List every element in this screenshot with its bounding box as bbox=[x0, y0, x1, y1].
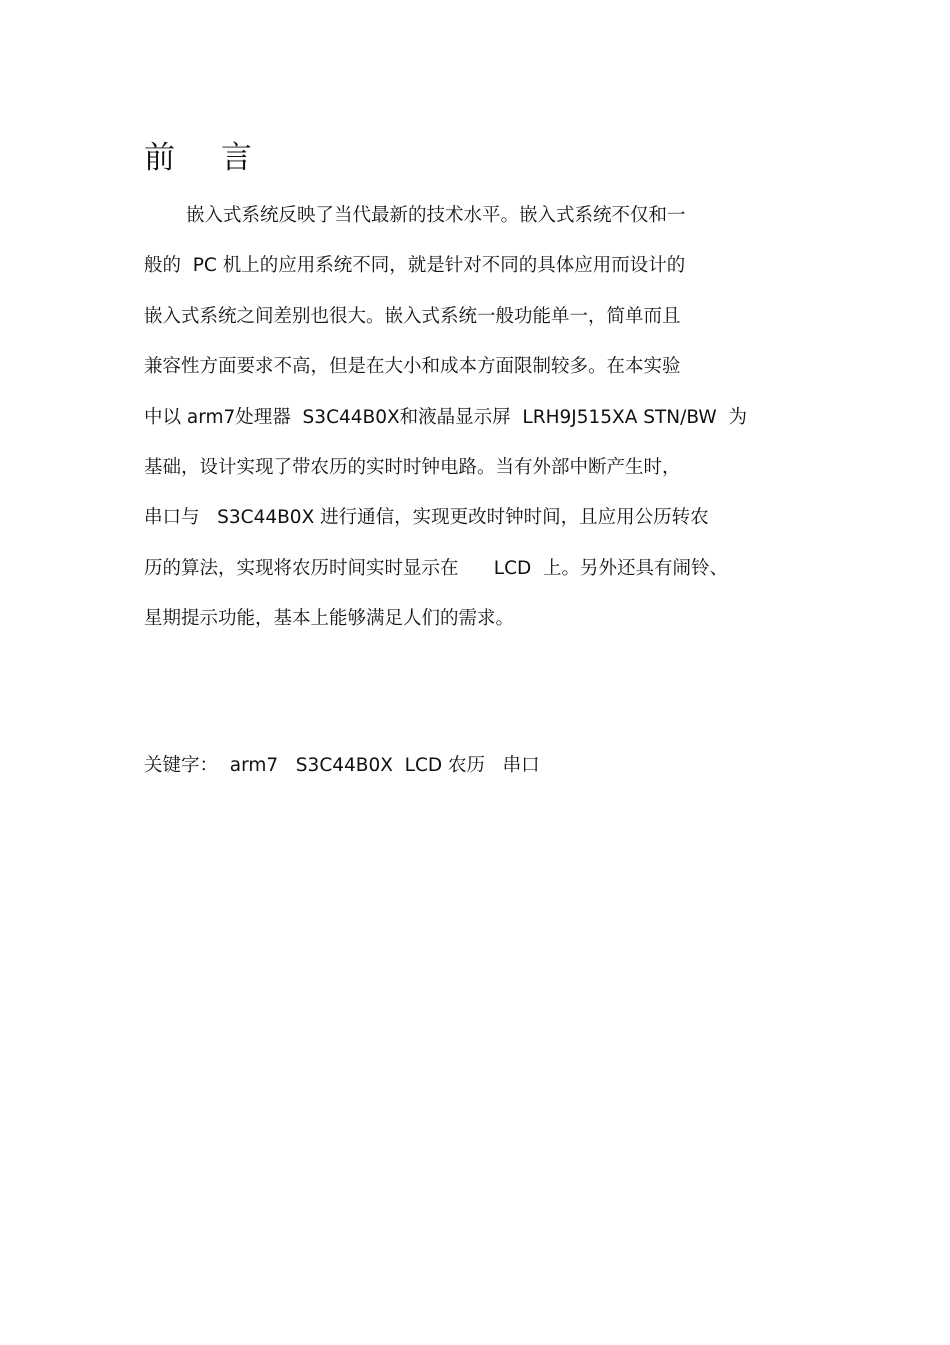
paragraph-line: 基础，设计实现了带农历的实时时钟电路。当有外部中断产生时， bbox=[144, 456, 681, 478]
paragraph-line: 般的 PC 机上的应用系统不同，就是针对不同的具体应用而设计的 bbox=[144, 255, 686, 277]
paragraph-line: 嵌入式系统之间差别也很大。嵌入式系统一般功能单一，简单而且 bbox=[144, 305, 681, 327]
paragraph-line: 星期提示功能，基本上能够满足人们的需求。 bbox=[144, 608, 515, 630]
paragraph-line: 历的算法，实现将农历时间实时显示在 LCD 上。另外还具有闹铃、 bbox=[144, 557, 729, 579]
abstract-paragraph bbox=[144, 196, 824, 650]
paragraph-line: 嵌入式系统反映了当代最新的技术水平。嵌入式系统不仅和一 bbox=[186, 205, 686, 226]
paragraph-line: 中以 arm7处理器 S3C44B0X和液晶显示屏 LRH9J515XA STN/BW 为 bbox=[144, 406, 747, 428]
page-title: 前 言 bbox=[144, 140, 270, 176]
paragraph-line: 兼容性方面要求不高，但是在大小和成本方面限制较多。在本实验 bbox=[144, 356, 681, 378]
keywords-line: 关键字： arm7 S3C44B0X LCD 农历 串口 bbox=[144, 755, 540, 776]
paragraph-line: 串口与 S3C44B0X 进行通信，实现更改时钟时间，且应用公历转农 bbox=[144, 507, 709, 529]
